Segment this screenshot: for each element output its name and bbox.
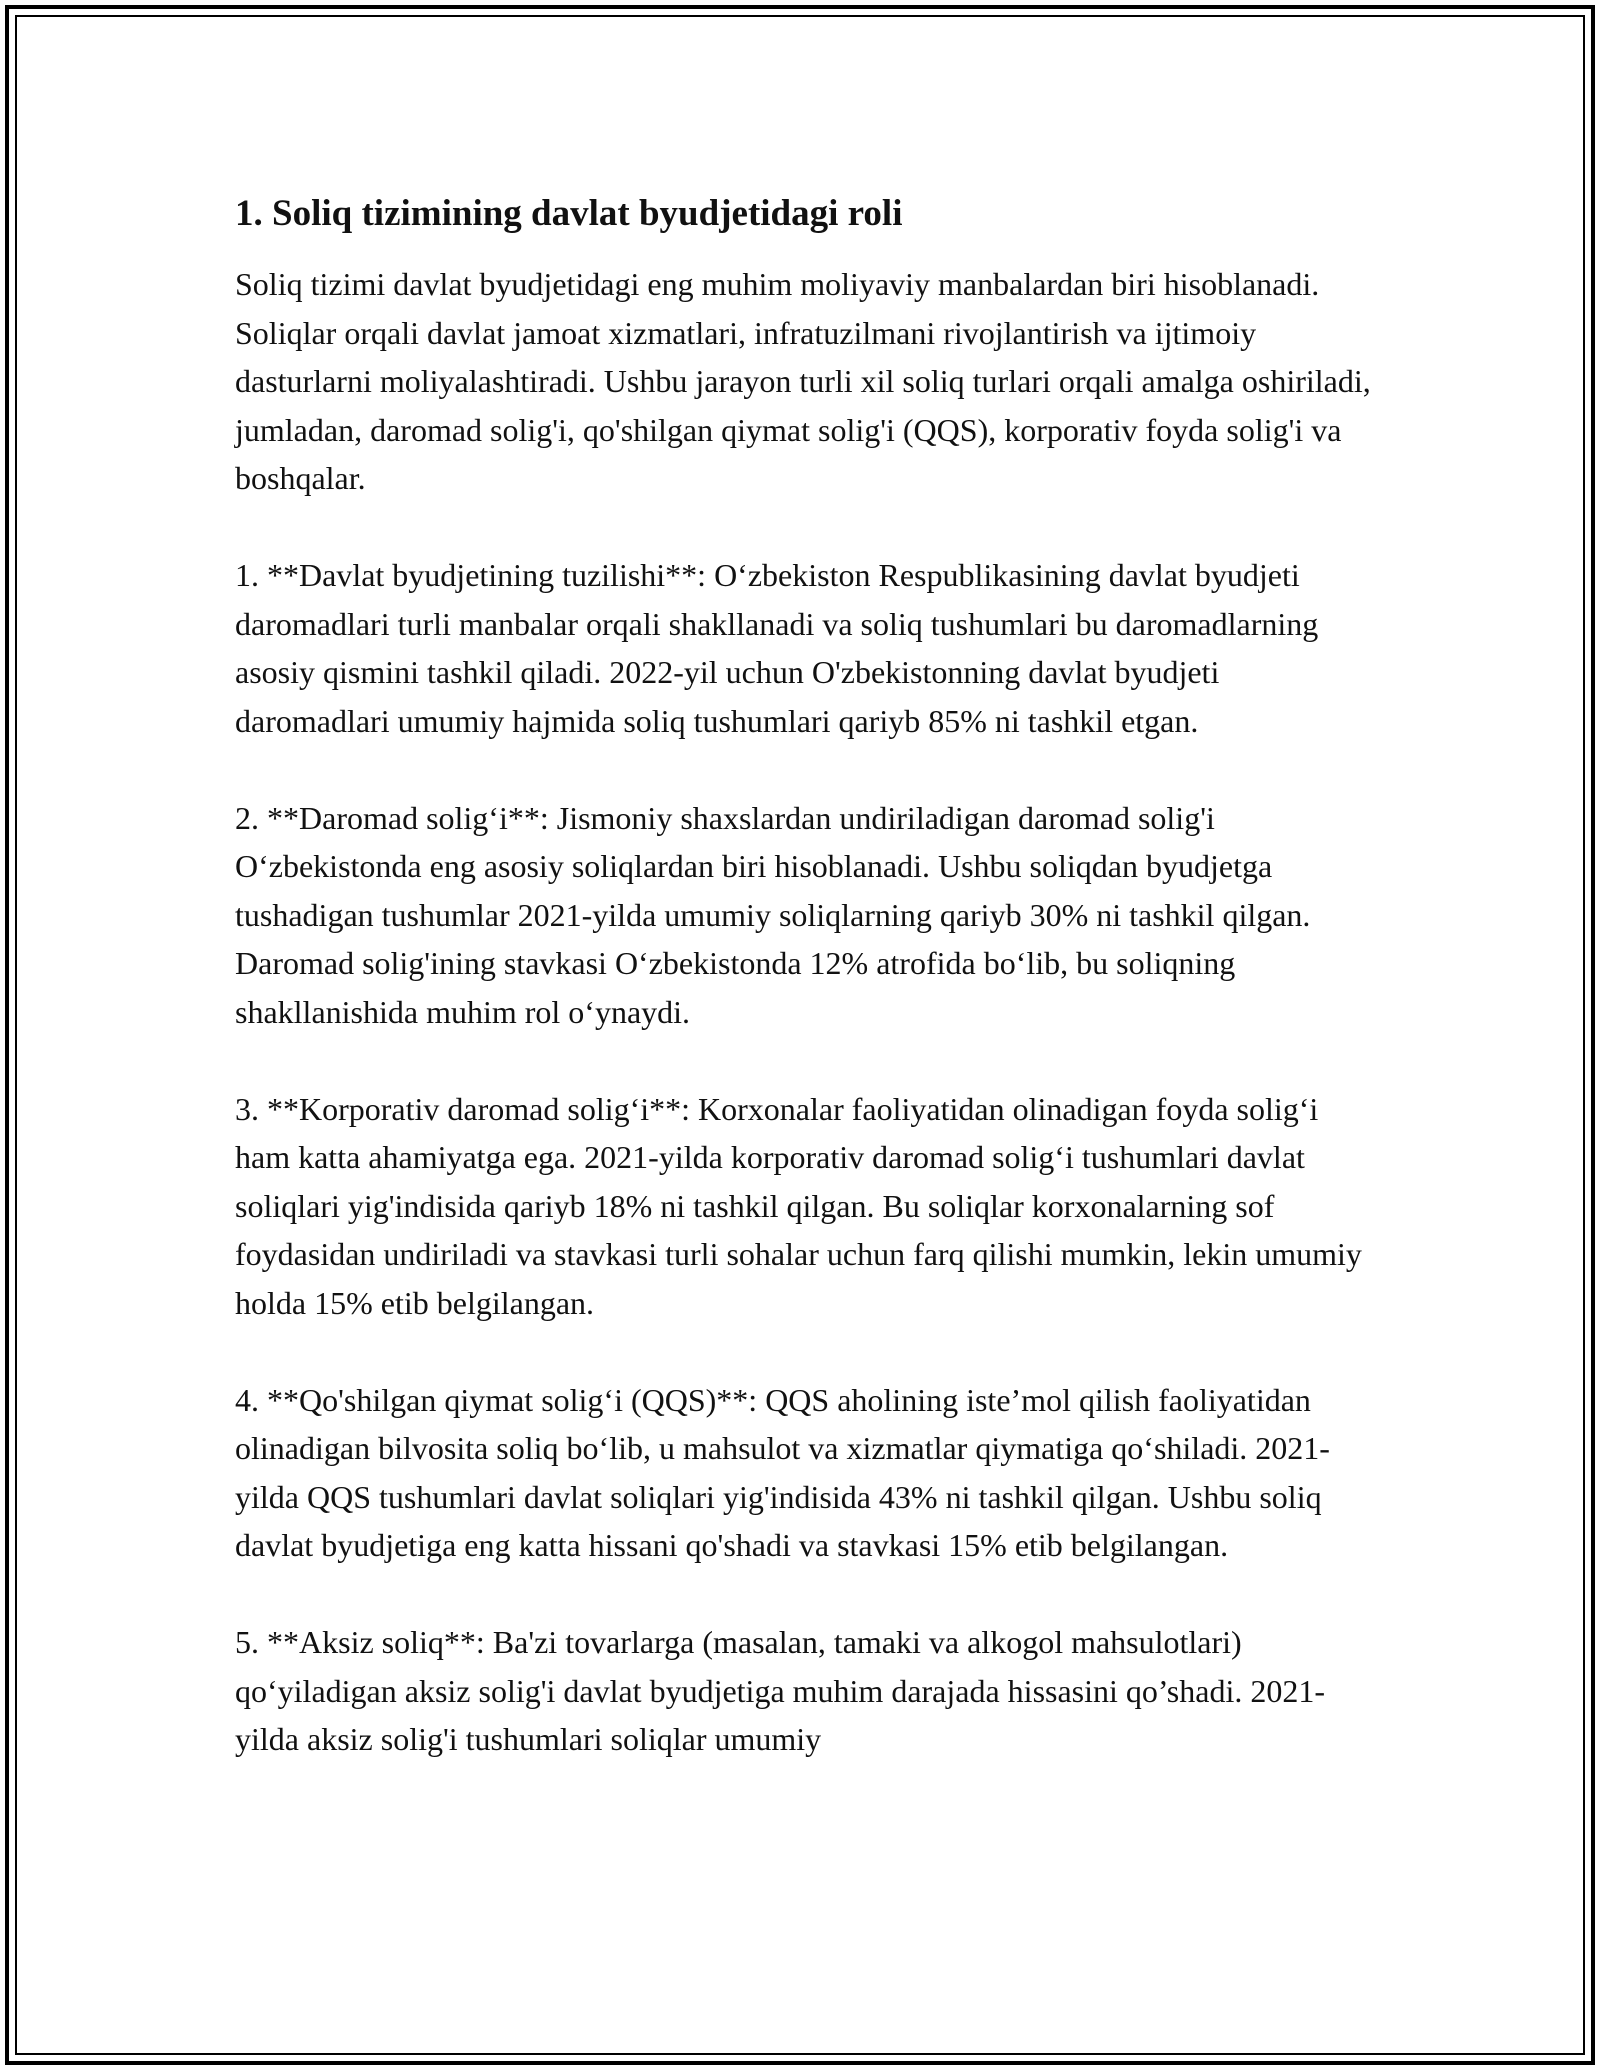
paragraph-vat: 4. **Qo'shilgan qiymat solig‘i (QQS)**: QQS aholining iste’mol qilish faoliyatidan olinadigan bilvosita soliq bo‘lib, u mahsulot va xizmatlar qiymatiga qo‘shiladi. 2021-yilda QQS tushumlari davlat soliqlari yig'indisida 43% ni tashkil qilgan. Ushbu soliq davlat byudjetiga eng katta hissani qo'shadi va stavkasi 15% etib belgilangan.: [235, 1381, 1330, 1563]
document-title: 1. Soliq tizimining davlat byudjetidagi roli: [235, 193, 903, 234]
paragraph-spacer: [235, 1570, 1380, 1619]
paragraph-spacer: [235, 1036, 1380, 1085]
paragraph-income-tax: 2. **Daromad solig‘i**: Jismoniy shaxslardan undiriladigan daromad solig'i O‘zbekistonda eng asosiy soliqlardan biri hisoblanadi. Ushbu soliqdan byudjetga tushadigan tushumlar 2021-yilda umumiy soliqlarning qariyb 30% ni tashkil qilgan. Daromad solig'ining stavkasi O‘zbekistonda 12% atrofida bo‘lib, bu soliqning shakllanishida muhim rol o‘ynaydi.: [235, 799, 1319, 1030]
paragraph-spacer: [235, 503, 1380, 552]
paragraph-corporate-tax: 3. **Korporativ daromad solig‘i**: Korxonalar faoliyatidan olinadigan foyda solig‘i ham katta ahamiyatga ega. 2021-yilda korporativ daromad solig‘i tushumlari davlat soliqlari yig'indisida qariyb 18% ni tashkil qilgan. Bu soliqlar korxonalarning sof foydasidan undiriladi va stavkasi turli sohalar uchun farq qilishi mumkin, lekin umumiy holda 15% etib belgilangan.: [235, 1090, 1370, 1321]
paragraph-budget-structure: 1. **Davlat byudjetining tuzilishi**: O‘zbekiston Respublikasining davlat byudjeti daromadlari turli manbalar orqali shakllanadi va soliq tushumlari bu daromadlarning asosiy qismini tashkil qiladi. 2022-yil uchun O'zbekistonning davlat byudjeti daromadlari umumiy hajmida soliq tushumlari qariyb 85% ni tashkil etgan.: [235, 557, 1327, 739]
document-body: [235, 186, 1380, 1764]
paragraph-intro: Soliq tizimi davlat byudjetidagi eng muhim moliyaviy manbalardan biri hisoblanadi. Soliqlar orqali davlat jamoat xizmatlari, infratuzilmani rivojlantirish va ijtimoiy dasturlarni moliyalashtiradi. Ushbu jarayon turli xil soliq turlari orqali amalga oshiriladi, jumladan, daromad solig'i, qo'shilgan qiymat solig'i (QQS), korporativ foyda solig'i va boshqalar.: [235, 266, 1379, 496]
paragraph-spacer: [235, 745, 1380, 794]
paragraph-spacer: [235, 1327, 1380, 1376]
paragraph-excise-tax: 5. **Aksiz soliq**: Ba'zi tovarlarga (masalan, tamaki va alkogol mahsulotlari) qo‘yiladigan aksiz solig'i davlat byudjetiga muhim darajada hissasini qo’shadi. 2021-yilda aksiz solig'i tushumlari soliqlar umumiy: [235, 1624, 1325, 1757]
